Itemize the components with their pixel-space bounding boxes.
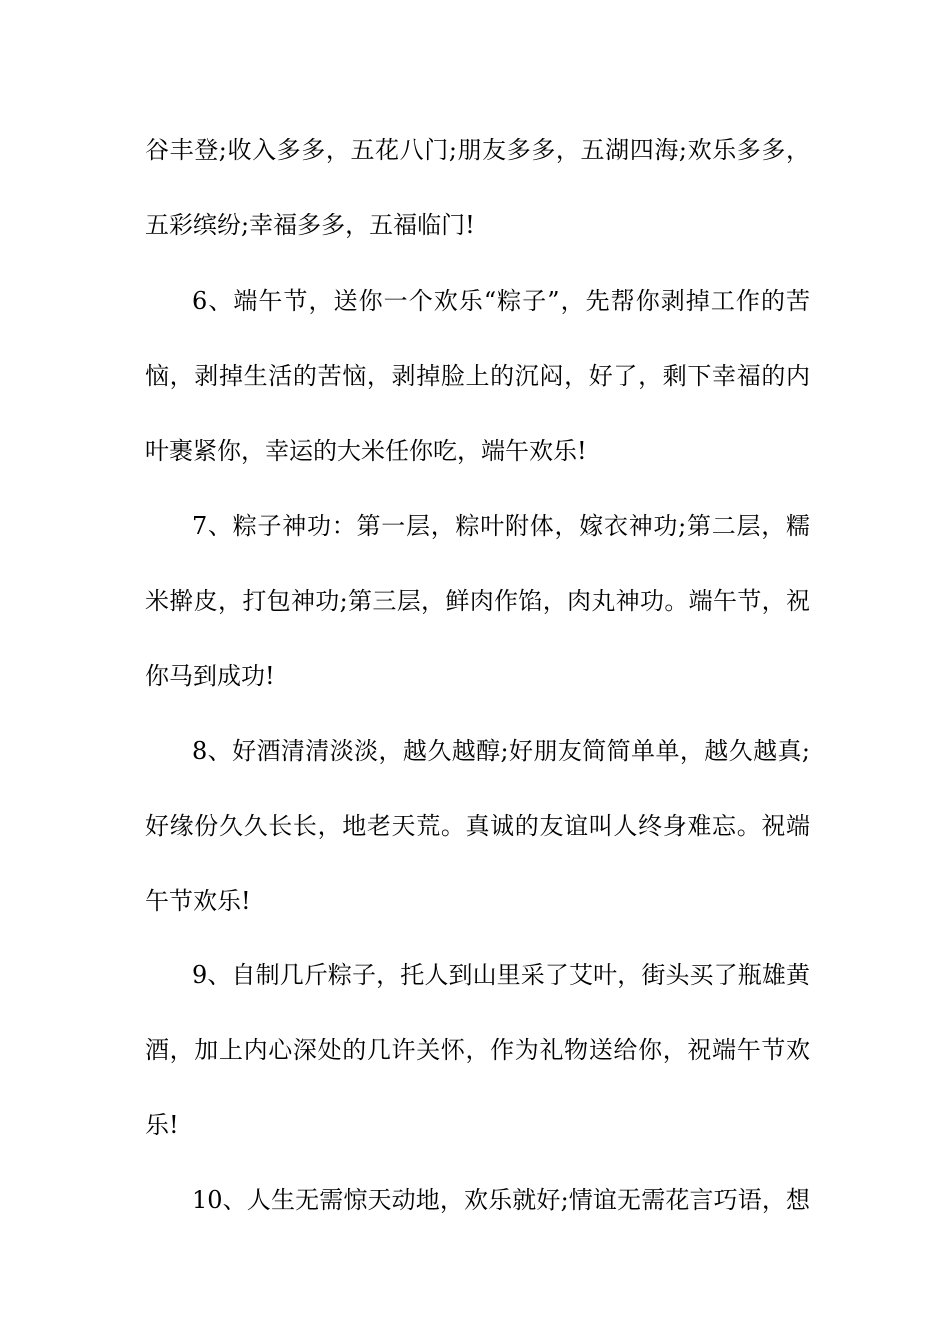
text-line: 米擀皮，打包神功;第三层，鲜肉作馅，肉丸神功。端午节，祝 [145, 587, 810, 615]
paragraph-6-start: 6、端午节，送你一个欢乐“粽子”，先帮你剥掉工作的苦 [192, 287, 810, 315]
text-line: 五彩缤纷;幸福多多，五福临门! [145, 211, 475, 239]
paragraph-7-start: 7、粽子神功：第一层，粽叶附体，嫁衣神功;第二层，糯 [192, 512, 810, 540]
text-line: 你马到成功! [145, 662, 275, 690]
text-line: 恼，剥掉生活的苦恼，剥掉脸上的沉闷，好了，剩下幸福的内 [145, 362, 810, 390]
text-line: 酒，加上内心深处的几许关怀，作为礼物送给你，祝端午节欢 [145, 1036, 810, 1064]
paragraph-9-start: 9、自制几斤粽子，托人到山里采了艾叶，街头买了瓶雄黄 [192, 961, 810, 989]
text-line: 好缘份久久长长，地老天荒。真诚的友谊叫人终身难忘。祝端 [145, 812, 810, 840]
text-line: 午节欢乐! [145, 887, 251, 915]
paragraph-10-start: 10、人生无需惊天动地，欢乐就好;情谊无需花言巧语，想 [192, 1186, 810, 1214]
text-line: 乐! [145, 1111, 179, 1139]
text-line: 谷丰登;收入多多，五花八门;朋友多多，五湖四海;欢乐多多， [145, 136, 810, 164]
text-line: 叶裹紧你，幸运的大米任你吃，端午欢乐! [145, 437, 587, 465]
paragraph-8-start: 8、好酒清清淡淡，越久越醇;好朋友简简单单，越久越真; [192, 737, 810, 765]
